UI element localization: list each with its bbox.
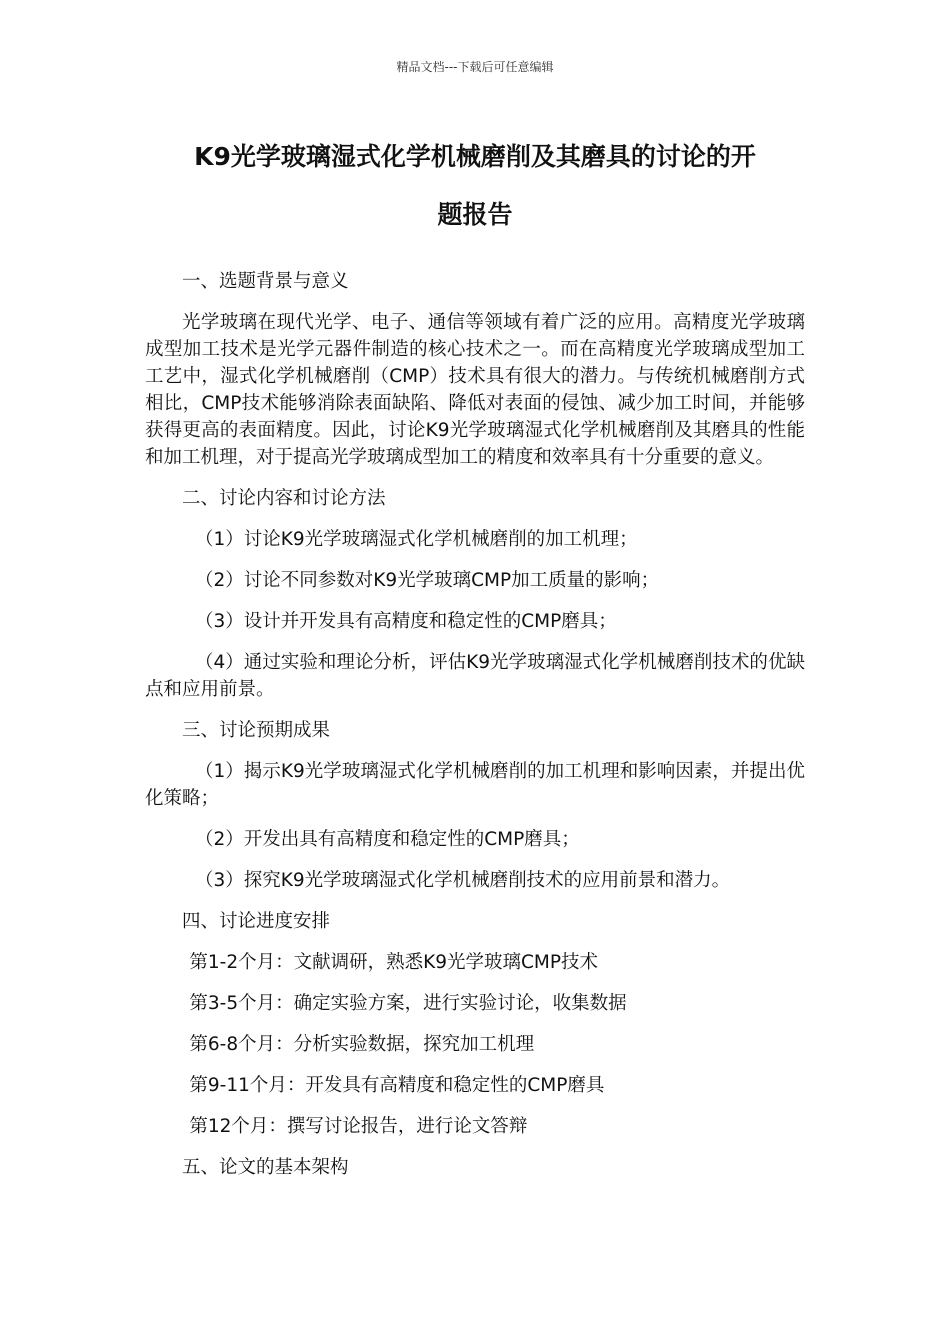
section-2-item: （2）讨论不同参数对K9光学玻璃CMP加工质量的影响； bbox=[194, 570, 660, 591]
section-1-paragraph: 光学玻璃在现代光学、电子、通信等领域有着广泛的应用。高精度光学玻璃成型加工技术是光学元器件制造的核心技术之一。而在高精度光学玻璃成型加工工艺中，湿式化学机械磨削（CMP）技术具有很大的潜力。与传统机械磨削方式相比，CMP技术能够消除表面缺陷、降低对表面的侵蚀、减少加工时间，并能够获得更高的表面精度。因此，讨论K9光学玻璃湿式化学机械磨削及其磨具的性能和加工机理，对于提高光学玻璃成型加工的精度和效率具有十分重要的意义。 bbox=[145, 312, 805, 468]
schedule-item: 第12个月：撰写讨论报告，进行论文答辩 bbox=[189, 1116, 528, 1137]
schedule-item: 第9-11个月：开发具有高精度和稳定性的CMP磨具 bbox=[189, 1075, 605, 1096]
section-2-heading: 二、讨论内容和讨论方法 bbox=[182, 488, 386, 509]
schedule-item: 第6-8个月：分析实验数据，探究加工机理 bbox=[189, 1034, 535, 1055]
schedule-item: 第3-5个月：确定实验方案，进行实验讨论，收集数据 bbox=[189, 993, 627, 1014]
page-header-note: 精品文档---下载后可任意编辑 bbox=[396, 60, 554, 74]
document-body bbox=[145, 268, 805, 1195]
document-title bbox=[145, 128, 805, 244]
section-1-heading: 一、选题背景与意义 bbox=[182, 271, 349, 292]
section-2-item: （3）设计并开发具有高精度和稳定性的CMP磨具； bbox=[194, 611, 617, 632]
title-line-2: 题报告 bbox=[437, 200, 513, 229]
section-2-item: （4）通过实验和理论分析，评估K9光学玻璃湿式化学机械磨削技术的优缺点和应用前景。 bbox=[145, 652, 805, 700]
section-4-heading: 四、讨论进度安排 bbox=[182, 911, 331, 932]
section-2-item: （1）讨论K9光学玻璃湿式化学机械磨削的加工机理； bbox=[194, 529, 638, 550]
section-3-heading: 三、讨论预期成果 bbox=[182, 720, 331, 741]
section-3-item: （1）揭示K9光学玻璃湿式化学机械磨削的加工机理和影响因素，并提出优化策略； bbox=[145, 761, 805, 809]
schedule-item: 第1-2个月：文献调研，熟悉K9光学玻璃CMP技术 bbox=[189, 952, 599, 973]
title-line-1: K9光学玻璃湿式化学机械磨削及其磨具的讨论的开 bbox=[194, 142, 756, 171]
section-3-item: （3）探究K9光学玻璃湿式化学机械磨削技术的应用前景和潜力。 bbox=[194, 870, 731, 891]
section-5-heading: 五、论文的基本架构 bbox=[182, 1157, 349, 1178]
section-3-item: （2）开发出具有高精度和稳定性的CMP磨具； bbox=[194, 829, 580, 850]
